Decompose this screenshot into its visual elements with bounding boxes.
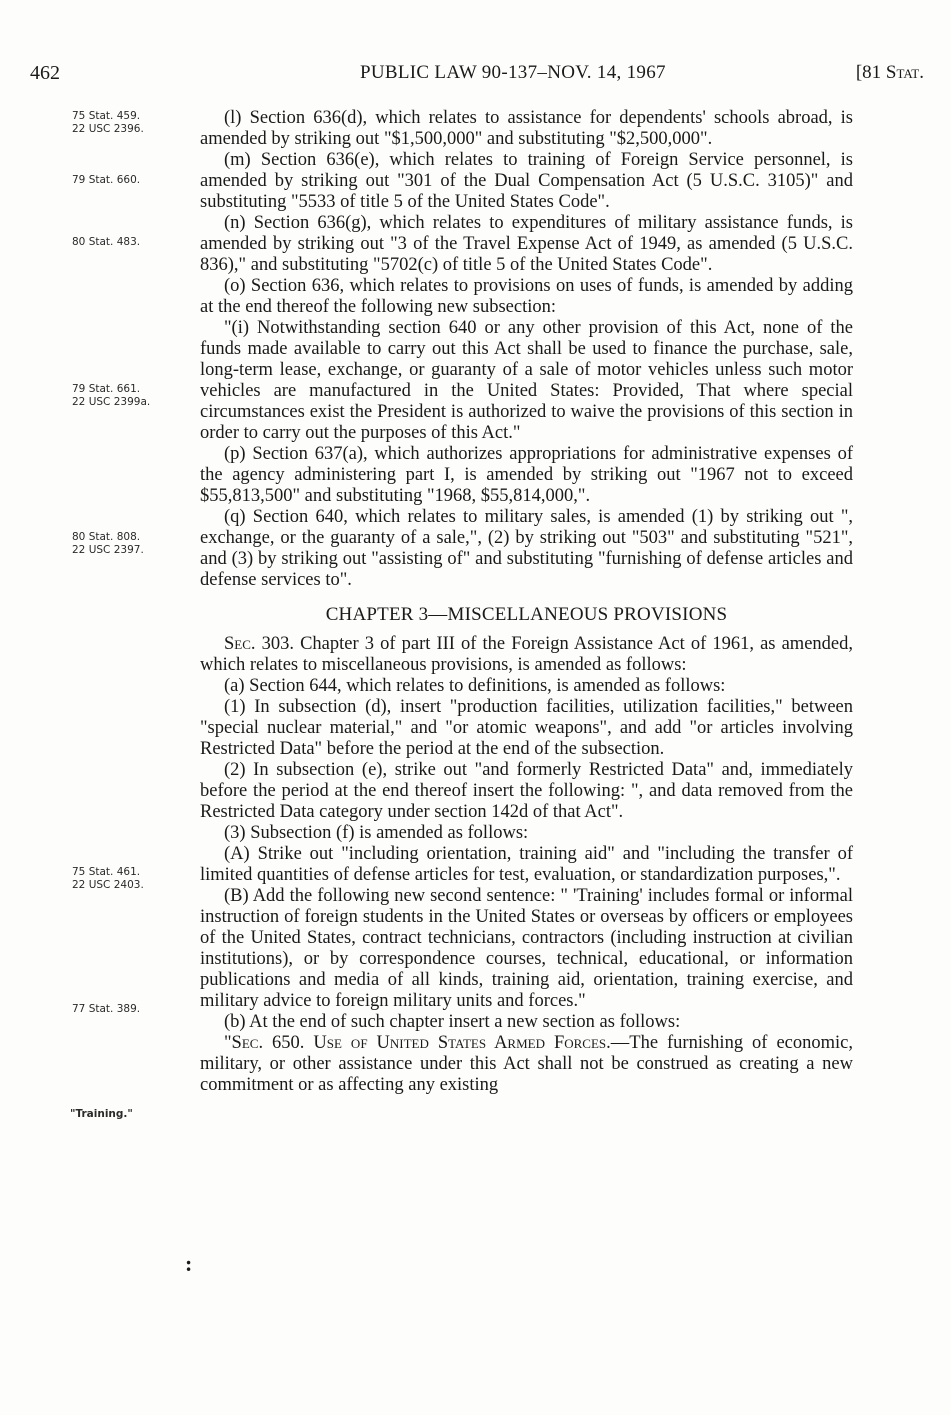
paragraph-b: (b) At the end of such chapter insert a new section as follows: — [224, 1012, 681, 1032]
paragraph-p: (p) Section 637(a), which authorizes appropriations for administrative expenses of the agency administering part I, is amended by striking out "1967 not to exceed $55,813,500" and substituting "1968, $55,814,000,". — [200, 444, 853, 506]
volume-citation: [81 Stat. — [855, 62, 924, 83]
margin-note: 79 Stat. 661. 22 USC 2399a. — [72, 383, 151, 408]
section-303: Sec. 303. Chapter 3 of part III of the Foreign Assistance Act of 1961, as amended, which relates to miscellaneous provisions, is amended as follows: — [200, 634, 853, 675]
margin-note: 79 Stat. 660. — [72, 174, 141, 186]
margin-note: "Training." — [70, 1108, 133, 1120]
paragraph-a2: (2) In subsection (e), strike out "and formerly Restricted Data" and, immediately before the period at the end thereof insert the following: ", and data removed from the Restricted Data category under section 142d of that Act". — [200, 760, 853, 822]
paragraph-m: (m) Section 636(e), which relates to training of Foreign Service personnel, is amended by striking out "301 of the Dual Compensation Act (5 U.S.C. 3105)" and substituting "5533 of title 5 of the United States Code". — [200, 150, 853, 212]
running-title: PUBLIC LAW 90-137–NOV. 14, 1967 — [360, 62, 666, 83]
paragraph-a1: (1) In subsection (d), insert "production facilities, utilization facilities," between "special nuclear material," and "or atomic weapons", and add "or articles involving Restricted Data" before the period at the end of the subsection. — [200, 697, 853, 759]
section-650: "Sec. 650. Use of United States Armed Forces.—The furnishing of economic, military, or other assistance under this Act shall not be construed as creating a new commitment or as affecting any existing — [200, 1033, 853, 1095]
paragraph-q: (q) Section 640, which relates to military sales, is amended (1) by striking out ", exchange, or the guaranty of a sale,", (2) by striking out "503" and substituting "521", and (3) by striking out "assisting of" and substituting "furnishing of defense articles and defense services to". — [200, 507, 853, 590]
margin-note: 80 Stat. 808. 22 USC 2397. — [72, 531, 144, 556]
paragraph-a: (a) Section 644, which relates to definitions, is amended as follows: — [224, 676, 726, 696]
page-number: 462 — [30, 62, 60, 84]
paragraph-o: (o) Section 636, which relates to provisions on uses of funds, is amended by adding at the end thereof the following new subsection: — [200, 276, 853, 317]
paragraph-B: (B) Add the following new second sentence: " 'Training' includes formal or informal instruction of foreign students in the United States or overseas by officers or employees of the United States, contract technicians, contractors (including instruction at civilian institutions), or by correspondence courses, technical, educational, or information publications and media of all kinds, training aid, orientation, training exercise, and military advice to foreign military units and forces." — [200, 886, 853, 1011]
chapter-heading: CHAPTER 3—MISCELLANEOUS PROVISIONS — [325, 604, 728, 625]
margin-note: 75 Stat. 461. 22 USC 2403. — [72, 866, 144, 891]
paragraph-a3: (3) Subsection (f) is amended as follows: — [224, 823, 529, 843]
margin-note: 75 Stat. 459. 22 USC 2396. — [72, 110, 144, 135]
margin-note: 80 Stat. 483. — [72, 236, 141, 248]
paragraph-n: (n) Section 636(g), which relates to expenditures of military assistance funds, is amended by striking out "3 of the Travel Expense Act of 1949, as amended (5 U.S.C. 836)," and substituting "5702(c) of title 5 of the United States Code". — [200, 213, 853, 275]
paragraph-A: (A) Strike out "including orientation, training aid" and "including the transfer of limited quantities of defense articles for test, evaluation, or standardization purposes,". — [200, 844, 853, 885]
margin-mark: : — [185, 1251, 193, 1276]
page-header — [30, 62, 930, 88]
statute-text — [200, 108, 853, 1096]
paragraph-o-i: "(i) Notwithstanding section 640 or any other provision of this Act, none of the funds made available to carry out this Act shall be used to finance the purchase, sale, long-term lease, exchange, or guaranty of a sale of motor vehicles unless such motor vehicles are manufactured in the United States: Provided, That where special circumstances exist the President is authorized to waive the provisions of this section in order to carry out the purposes of this Act." — [200, 318, 853, 443]
margin-note: 77 Stat. 389. — [72, 1003, 141, 1015]
paragraph-l: (l) Section 636(d), which relates to assistance for dependents' schools abroad, is amended by striking out "$1,500,000" and substituting "$2,500,000". — [200, 108, 853, 149]
